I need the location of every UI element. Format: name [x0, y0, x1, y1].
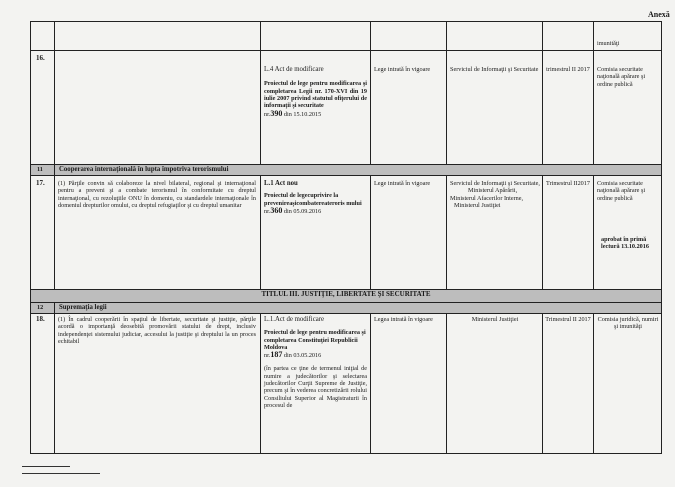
- act-number-line: nr.187 din 03.05.2016: [264, 350, 322, 360]
- institution-cell: Serviciul de Informaţii şi Securitate: [450, 66, 539, 73]
- act-title: Proiectul de legecuprivire la prevenireaşicombatereateroris mului: [264, 192, 362, 207]
- status-cell: Lege intrată în vigoare: [374, 180, 431, 187]
- continued-committee-text: imunităţi: [597, 40, 620, 47]
- act-type-label: L.1.Act de modificare: [264, 316, 325, 323]
- row-number: 17.: [36, 179, 45, 187]
- section-title: Cooperarea internaţională în lupta împotriva terorismului: [59, 166, 229, 173]
- row-number: 16.: [36, 54, 45, 62]
- footnote-rule: [22, 466, 70, 467]
- institution-cell: Serviciul de Informaţii şi Securitate, Ministerul Apărării, Ministerul Afacerilor Interne, Ministerul Justiţiei: [450, 180, 540, 209]
- institution-cell: Ministerul Justiţiei: [471, 316, 519, 323]
- committee-cell: Comisia securitate naţională apărare şi ordine publică: [597, 180, 646, 202]
- approval-note: aprobat în primă lectură 13.10.2016: [601, 236, 649, 251]
- title-heading: TITLUL III. JUSTIŢIE, LIBERTATE ŞI SECURITATE: [261, 290, 431, 298]
- term-cell: Trimestrul II2017: [546, 180, 590, 187]
- section-number: 11: [37, 166, 43, 173]
- row-number: 18.: [36, 315, 45, 323]
- section-title: Supremaţia legii: [59, 304, 107, 311]
- act-cell: [264, 180, 367, 215]
- act-cell: [264, 316, 367, 409]
- act-extra-note: (în partea ce ţine de termenul iniţial de numire a judecătorilor şi selectarea judecătorilor Curţii Supreme de Justiţie, precum şi în vederea concretizării rolului Consiliului Superior al Magistraturii în procesul de: [264, 365, 367, 409]
- act-title: Proiectul de lege pentru modificarea şi completarea Constituţiei Republicii Moldova: [264, 329, 366, 351]
- annex-label: Anexă: [648, 10, 670, 19]
- term-cell: trimestrul II 2017: [546, 66, 590, 73]
- committee-cell: Comisia securitate naţională apărare şi ordine publică: [597, 66, 646, 88]
- status-cell: Legea intrată în vigoare: [374, 316, 433, 323]
- description-cell: (1) În cadrul cooperării în spaţiul de libertate, securitate şi justiţie, părţile acordă o importanţă deosebită promovării statului de drept, inclusiv independenţei sistemului judiciar, accesului la justiţie şi dreptului la un proces echitabil: [58, 316, 256, 345]
- act-title: Proiectul de lege pentru modificarea şi completarea Legii nr. 170-XVI din 19 iulie 2007 privind statutul ofiţerului de informaţii şi securitate: [264, 80, 367, 110]
- legislation-table: [30, 21, 662, 454]
- act-number-line: nr.360 din 05.09.2016: [264, 205, 322, 215]
- footnote-rule: [22, 473, 100, 474]
- term-cell: Trimestrul II 2017: [545, 316, 591, 323]
- act-type-label: L.1 Act nou: [264, 180, 298, 187]
- description-cell: (1) Părţile convin să colaboreze la nivel bilateral, regional şi internaţional pentru a preveni şi a combate terorismul în conformitate cu dreptul internaţional, cu rezoluţiile ONU în domeniu, cu standardele internaţionale în domeniul drepturilor omului, cu dreptul refugiaţilor şi cu dreptul umanitar: [58, 180, 256, 209]
- section-number: 12: [37, 304, 44, 311]
- act-type-label: L.4 Act de modificare: [264, 66, 324, 73]
- section-band-12: [31, 302, 661, 313]
- act-number-line: nr.390 din 15.10.2015: [264, 109, 322, 119]
- status-cell: Lege intrată în vigoare: [374, 66, 431, 73]
- act-cell: [264, 66, 367, 119]
- committee-cell: Comisia juridică, numiri şi imunităţi: [597, 316, 659, 331]
